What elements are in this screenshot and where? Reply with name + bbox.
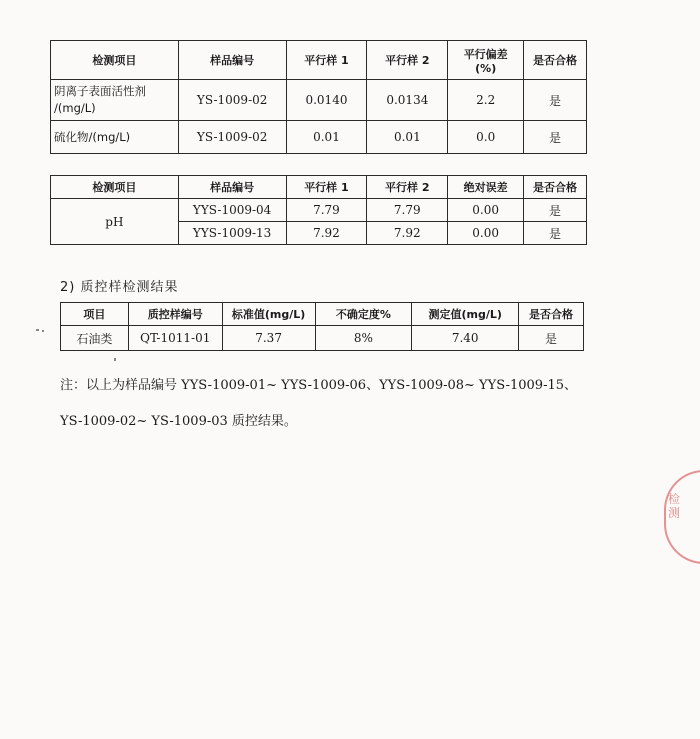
cell-parallel-2: 0.0134 <box>367 80 448 121</box>
cell-deviation: 0.0 <box>448 121 524 154</box>
cell-qualified: 是 <box>524 222 587 245</box>
header-parallel-1: 平行样 1 <box>286 176 367 199</box>
cell-uncertainty: 8% <box>315 326 412 351</box>
header-sample-id: 样品编号 <box>178 176 286 199</box>
cell-parallel-2: 0.01 <box>367 121 448 154</box>
header-measured-value: 测定值(mg/L) <box>412 303 519 326</box>
header-sample-id: 样品编号 <box>178 41 286 80</box>
cell-sample-id: YYS-1009-04 <box>178 199 286 222</box>
note-line-2: YS-1009-02~ YS-1009-03 质控结果。 <box>60 414 297 429</box>
cell-sample-id: YS-1009-02 <box>178 80 286 121</box>
cell-test-item-ph: pH <box>51 199 179 245</box>
cell-absolute-error: 0.00 <box>448 199 524 222</box>
header-item: 项目 <box>61 303 129 326</box>
header-test-item: 检测项目 <box>51 176 179 199</box>
table-row <box>61 326 584 351</box>
header-parallel-1: 平行样 1 <box>286 41 367 80</box>
cell-qualified: 是 <box>524 80 587 121</box>
cell-test-item: 阴离子表面活性剂 /(mg/L) <box>51 80 179 121</box>
cell-qualified: 是 <box>524 121 587 154</box>
header-absolute-error: 绝对误差 <box>448 176 524 199</box>
table-header-row <box>51 41 587 80</box>
header-qualified: 是否合格 <box>519 303 584 326</box>
header-qc-code: 质控样编号 <box>128 303 222 326</box>
cell-parallel-2: 7.92 <box>367 222 448 245</box>
cell-parallel-1: 7.92 <box>286 222 367 245</box>
parallel-sample-table-1 <box>50 40 587 154</box>
scan-speck <box>42 330 44 332</box>
cell-measured-value: 7.40 <box>412 326 519 351</box>
seal-text: 检测 <box>668 492 681 520</box>
header-parallel-deviation: 平行偏差 (%) <box>448 41 524 80</box>
table-row <box>51 80 587 121</box>
quality-control-table <box>60 302 584 351</box>
parallel-sample-table-ph <box>50 175 587 245</box>
table-row <box>51 199 587 222</box>
cell-sample-id: YS-1009-02 <box>178 121 286 154</box>
header-test-item: 检测项目 <box>51 41 179 80</box>
cell-qualified: 是 <box>519 326 584 351</box>
header-parallel-2: 平行样 2 <box>367 41 448 80</box>
cell-parallel-1: 0.01 <box>286 121 367 154</box>
header-qualified: 是否合格 <box>524 176 587 199</box>
header-parallel-2: 平行样 2 <box>367 176 448 199</box>
cell-qualified: 是 <box>524 199 587 222</box>
header-qualified: 是否合格 <box>524 41 587 80</box>
table-row <box>51 121 587 154</box>
header-standard-value: 标准值(mg/L) <box>222 303 315 326</box>
table-header-row <box>61 303 584 326</box>
scan-speck <box>114 358 116 361</box>
cell-parallel-1: 7.79 <box>286 199 367 222</box>
cell-test-item: 硫化物/(mg/L) <box>51 121 179 154</box>
cell-standard-value: 7.37 <box>222 326 315 351</box>
table-header-row <box>51 176 587 199</box>
scan-speck <box>36 329 39 331</box>
section-title-qc-results: 2) 质控样检测结果 <box>60 280 179 295</box>
cell-sample-id: YYS-1009-13 <box>178 222 286 245</box>
cell-absolute-error: 0.00 <box>448 222 524 245</box>
cell-parallel-1: 0.0140 <box>286 80 367 121</box>
cell-deviation: 2.2 <box>448 80 524 121</box>
cell-parallel-2: 7.79 <box>367 199 448 222</box>
header-uncertainty: 不确定度% <box>315 303 412 326</box>
note-line-1: 注：以上为样品编号 YYS-1009-01~ YYS-1009-06、YYS-1009-08~ YYS-1009-15、 <box>60 378 578 393</box>
cell-qc-code: QT-1011-01 <box>128 326 222 351</box>
cell-item: 石油类 <box>61 326 129 351</box>
